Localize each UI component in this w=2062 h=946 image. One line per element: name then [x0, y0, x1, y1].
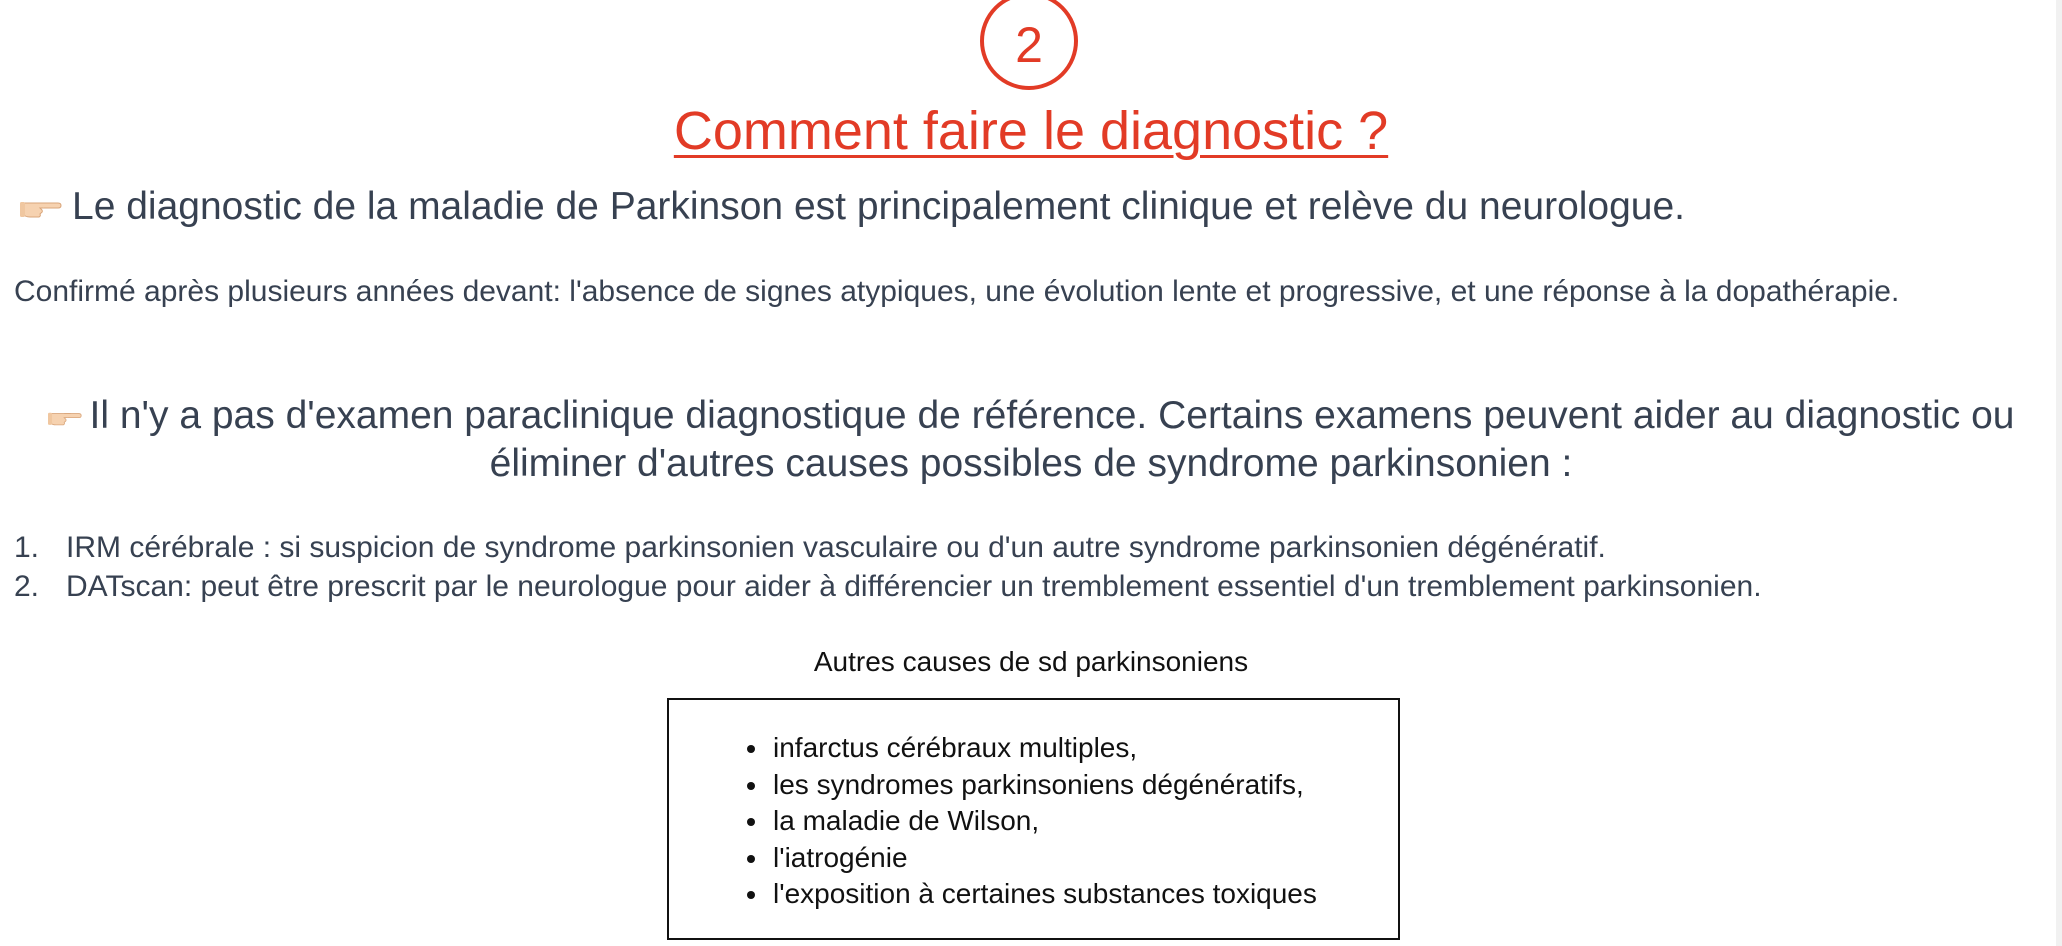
- list-item-number: 2.: [14, 570, 40, 603]
- other-causes-caption: Autres causes de sd parkinsoniens: [813, 646, 1249, 677]
- list-item: [14, 567, 1762, 606]
- lead-statement-1: [20, 182, 1685, 232]
- other-causes-list: [745, 730, 1317, 913]
- other-causes-box: [667, 698, 1400, 940]
- lead-statement-2: [14, 392, 2048, 488]
- list-item: la maladie de Wilson,: [745, 803, 1317, 840]
- pointing-hand-icon: [20, 181, 62, 231]
- confirmation-paragraph: Confirmé après plusieurs années devant: l'absence de signes atypiques, une évolution lente et progressive, et une réponse à la dopathérapie.: [14, 275, 1900, 308]
- list-item-text: DATscan: peut être prescrit par le neurologue pour aider à différencier un tremblement essentiel d'un tremblement parkinsonien.: [66, 570, 1762, 603]
- lead-statement-2-text: Il n'y a pas d'examen paraclinique diagnostique de référence. Certains examens peuvent aider au diagnostic ou éliminer d'autres causes possibles de syndrome parkinsonien :: [89, 394, 2015, 485]
- lead-statement-1-text: Le diagnostic de la maladie de Parkinson est principalement clinique et relève du neurologue.: [72, 185, 1686, 228]
- page-title: Comment faire le diagnostic ?: [673, 101, 1389, 161]
- list-item: infarctus cérébraux multiples,: [745, 730, 1317, 767]
- step-number: 2: [1015, 17, 1043, 73]
- list-item-number: 1.: [14, 531, 40, 564]
- exam-list: [14, 528, 1762, 606]
- list-item: l'exposition à certaines substances toxiques: [745, 876, 1317, 913]
- pointing-hand-icon: [48, 390, 82, 438]
- step-number-badge: [980, 0, 1078, 90]
- list-item: [14, 528, 1762, 567]
- list-item: les syndromes parkinsoniens dégénératifs,: [745, 767, 1317, 804]
- scrollbar[interactable]: [2056, 0, 2062, 946]
- list-item-text: IRM cérébrale : si suspicion de syndrome parkinsonien vasculaire ou d'un autre syndrome parkinsonien dégénératif.: [66, 531, 1606, 564]
- list-item: l'iatrogénie: [745, 840, 1317, 877]
